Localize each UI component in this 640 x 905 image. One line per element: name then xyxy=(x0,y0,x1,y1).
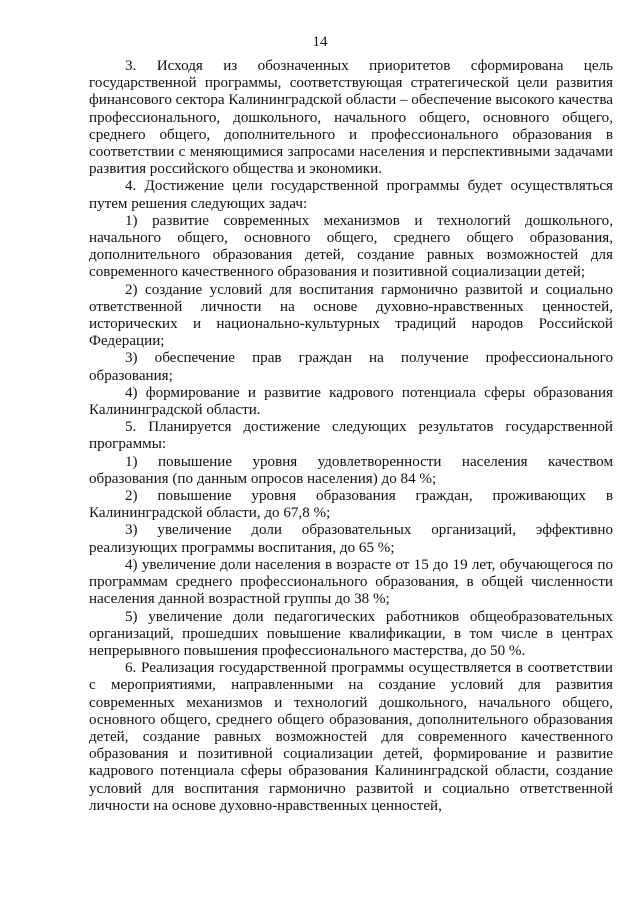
page-number: 14 xyxy=(312,34,328,50)
result-item-3: 3) увеличение доли образовательных организаций, эффективно реализующих программы воспитания, до 65 %; xyxy=(89,522,613,556)
paragraph-3-goal: 3. Исходя из обозначенных приоритетов сформирована цель государственной программы, соответствующая стратегической цели развития финансового сектора Калининградской области – обеспечение высокого качества профессионального, дошкольного, начального общего, основного общего, среднего общего, дополнительного и профессионального образования в соответствии с меняющимися запросами населения и перспективными задачами развития российского общества и экономики. xyxy=(89,58,613,178)
task-item-2: 2) создание условий для воспитания гармонично развитой и социально ответственной личности на основе духовно-нравственных ценностей, исторических и национально-культурных традиций народов Российской Федерации; xyxy=(89,281,613,350)
task-item-1: 1) развитие современных механизмов и технологий дошкольного, начального общего, основного общего, среднего общего образования, дополнительного образования детей, создание равных возможностей для современного качественного образования и позитивной социализации детей; xyxy=(89,212,613,281)
document-body xyxy=(89,58,613,815)
result-item-5: 5) увеличение доли педагогических работников общеобразовательных организаций, прошедших повышение квалификации, в том числе в центрах непрерывного повышения профессионального мастерства, до 50 %. xyxy=(89,608,613,659)
result-item-1: 1) повышение уровня удовлетворенности населения качеством образования (по данным опросов населения) до 84 %; xyxy=(89,453,613,487)
result-item-4: 4) увеличение доли населения в возрасте от 15 до 19 лет, обучающегося по программам среднего профессионального образования, в общей численности населения данной возрастной группы до 38 %; xyxy=(89,556,613,608)
task-item-4: 4) формирование и развитие кадрового потенциала сферы образования Калининградской области. xyxy=(89,384,613,419)
result-item-2: 2) повышение уровня образования граждан, проживающих в Калининградской области, до 67,8 %; xyxy=(89,488,613,522)
paragraph-6-implementation: 6. Реализация государственной программы осуществляется в соответствии с мероприятиями, направленными на создание условий для развития современных механизмов и технологий дошкольного, начального общего, основного общего, среднего общего образования, дополнительного образования детей, создание равных возможностей для современного качественного образования и позитивной социализации детей, формирование и развитие кадрового потенциала сферы образования Калининградской области, создание условий для воспитания гармонично развитой и социально ответственной личности на основе духовно-нравственных ценностей, xyxy=(89,660,613,814)
task-item-3: 3) обеспечение прав граждан на получение профессионального образования; xyxy=(89,350,613,384)
paragraph-5-results-intro: 5. Планируется достижение следующих результатов государственной программы: xyxy=(89,419,613,453)
paragraph-4-tasks-intro: 4. Достижение цели государственной программы будет осуществляться путем решения следующих задач: xyxy=(89,178,613,212)
